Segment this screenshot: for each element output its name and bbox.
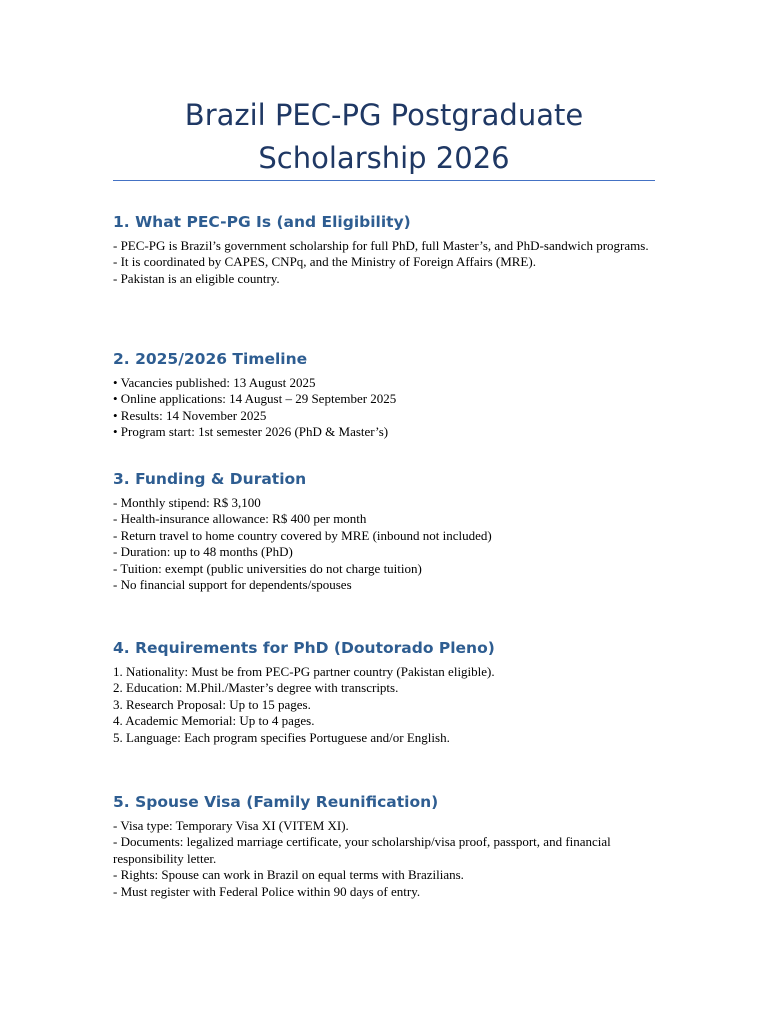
text-line: - No financial support for dependents/spouses [113,577,352,593]
text-line: • Online applications: 14 August – 29 September 2025 [113,391,397,407]
title-divider [113,180,655,181]
text-line: • Program start: 1st semester 2026 (PhD & Master’s) [113,424,389,440]
document-title: Brazil PEC-PG Postgraduate Scholarship 2026 [184,98,584,175]
text-line: - PEC-PG is Brazil’s government scholarship for full PhD, full Master’s, and PhD-sandwich programs. [113,238,649,253]
section-heading: 1. What PEC-PG Is (and Eligibility) [113,213,411,231]
text-line: - Duration: up to 48 months (PhD) [113,544,293,560]
text-line: - Visa type: Temporary Visa XI (VITEM XI). [113,818,349,833]
section-eligibility [113,212,673,287]
text-line: - Return travel to home country covered by MRE (inbound not included) [113,527,492,543]
text-line: - Health-insurance allowance: R$ 400 per month [113,511,367,527]
text-line: 1. Nationality: Must be from PEC-PG partner country (Pakistan eligible). [113,664,495,679]
text-line: - Must register with Federal Police within 90 days of entry. [113,883,421,899]
section-timeline [113,349,673,441]
text-line: - Tuition: exempt (public universities do not charge tuition) [113,560,422,576]
text-line: - Documents: legalized marriage certificate, your scholarship/visa proof, passport, and financial responsibility letter. [113,834,615,866]
section-lines [113,818,673,900]
section-heading: 2. 2025/2026 Timeline [113,350,308,368]
text-line: 2. Education: M.Phil./Master’s degree with transcripts. [113,680,399,696]
text-line: - It is coordinated by CAPES, CNPq, and the Ministry of Foreign Affairs (MRE). [113,254,536,270]
section-lines [113,664,673,746]
section-heading: 4. Requirements for PhD (Doutorado Pleno) [113,639,495,657]
section-funding [113,469,673,593]
text-line: - Rights: Spouse can work in Brazil on equal terms with Brazilians. [113,867,464,883]
section-lines [113,375,673,441]
text-line: 3. Research Proposal: Up to 15 pages. [113,696,311,712]
section-heading: 5. Spouse Visa (Family Reunification) [113,793,439,811]
section-lines [113,238,673,287]
text-line: - Monthly stipend: R$ 3,100 [113,495,261,510]
text-line: • Results: 14 November 2025 [113,407,267,423]
section-requirements [113,638,673,746]
section-heading: 3. Funding & Duration [113,470,307,488]
text-line: 5. Language: Each program specifies Portuguese and/or English. [113,729,450,745]
section-spouse-visa [113,792,673,900]
text-line: 4. Academic Memorial: Up to 4 pages. [113,713,315,729]
text-line: • Vacancies published: 13 August 2025 [113,375,316,390]
section-lines [113,495,673,593]
text-line: - Pakistan is an eligible country. [113,270,280,286]
